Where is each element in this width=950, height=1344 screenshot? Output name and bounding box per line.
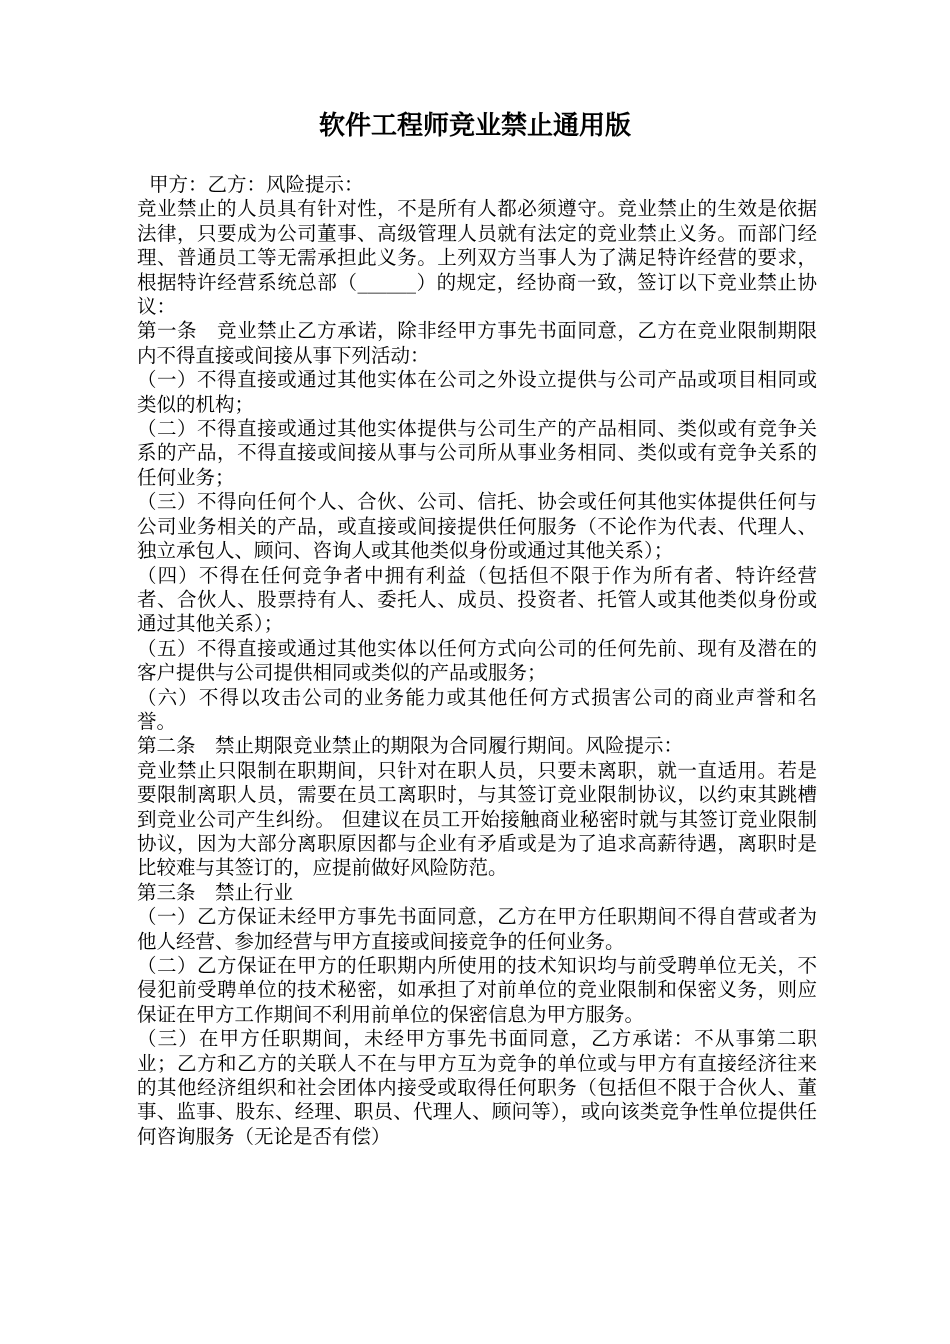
document-body (137, 173, 817, 1149)
clause-item: （一）乙方保证未经甲方事先书面同意，乙方在甲方任职期间不得自营或者为他人经营、参加经营与甲方直接或间接竞争的任何业务。 (137, 905, 817, 953)
document-title: 软件工程师竞业禁止通用版 (318, 111, 631, 141)
article-3-heading: 第三条 禁止行业 (137, 880, 294, 904)
clause-item: （三）在甲方任职期间，未经甲方事先书面同意，乙方承诺：不从事第二职业；乙方和乙方的关联人不在与甲方互为竞争的单位或与甲方有直接经济往来的其他经济组织和社会团体内接受或取得任何职务（包括但不限于合伙人、董事、监事、股东、经理、职员、代理人、顾问等），或向该类竞争性单位提供任何咨询服务（无论是否有偿） (137, 1027, 817, 1148)
paragraph: 竞业禁止只限制在职期间，只针对在职人员，只要未离职，就一直适用。若是要限制离职人员，需要在员工离职时，与其签订竞业限制协议，以约束其跳槽到竞业公司产生纠纷。 但建议在员工开始接触商业秘密时就与其签订竞业限制协议，因为大部分离职原因都与企业有矛盾或是为了追求高薪待遇，离职时是比较难与其签订的，应提前做好风险防范。 (137, 758, 817, 880)
clause-item: （五）不得直接或通过其他实体以任何方式向公司的任何先前、现有及潜在的客户提供与公司提供相同或类似的产品或服务； (137, 636, 817, 685)
clause-item: （二）不得直接或通过其他实体提供与公司生产的产品相同、类似或有竞争关系的产品，不得直接或间接从事与公司所从事业务相同、类似或有竞争关系的任何业务； (137, 417, 817, 489)
clause-item: （二）乙方保证在甲方的任职期内所使用的技术知识均与前受聘单位无关，不侵犯前受聘单位的技术秘密，如承担了对前单位的竞业限制和保密义务，则应保证在甲方工作期间不利用前单位的保密信息为甲方服务。 (137, 954, 817, 1026)
article-1-heading: 第一条 竞业禁止乙方承诺，除非经甲方事先书面同意，乙方在竞业限制期限内不得直接或间接从事下列活动： (137, 319, 817, 367)
clause-item: （三）不得向任何个人、合伙、公司、信托、协会或任何其他实体提供任何与公司业务相关的产品，或直接或间接提供任何服务（不论作为代表、代理人、独立承包人、顾问、咨询人或其他类似身份或通过其他关系）； (137, 490, 817, 563)
article-2-heading: 第二条 禁止期限竞业禁止的期限为合同履行期间。风险提示： (137, 734, 684, 758)
clause-item: （一）不得直接或通过其他实体在公司之外设立提供与公司产品或项目相同或类似的机构； (137, 368, 817, 416)
clause-item: （六）不得以攻击公司的业务能力或其他任何方式损害公司的商业声誉和名誉。 (137, 685, 817, 733)
party-line: 甲方：乙方：风险提示： (149, 173, 364, 196)
paragraph: 竞业禁止的人员具有针对性，不是所有人都必须遵守。竞业禁止的生效是依据法律，只要成为公司董事、高级管理人员就有法定的竞业禁止义务。而部门经理、普通员工等无需承担此义务。上列双方当事人为了满足特许经营的要求，根据特许经营系统总部（______）的规定，经协商一致，签订以下竞业禁止协议： (137, 197, 817, 319)
clause-item: （四）不得在任何竞争者中拥有利益（包括但不限于作为所有者、特许经营者、合伙人、股票持有人、委托人、成员、投资者、托管人或其他类似身份或通过其他关系）； (137, 563, 817, 636)
